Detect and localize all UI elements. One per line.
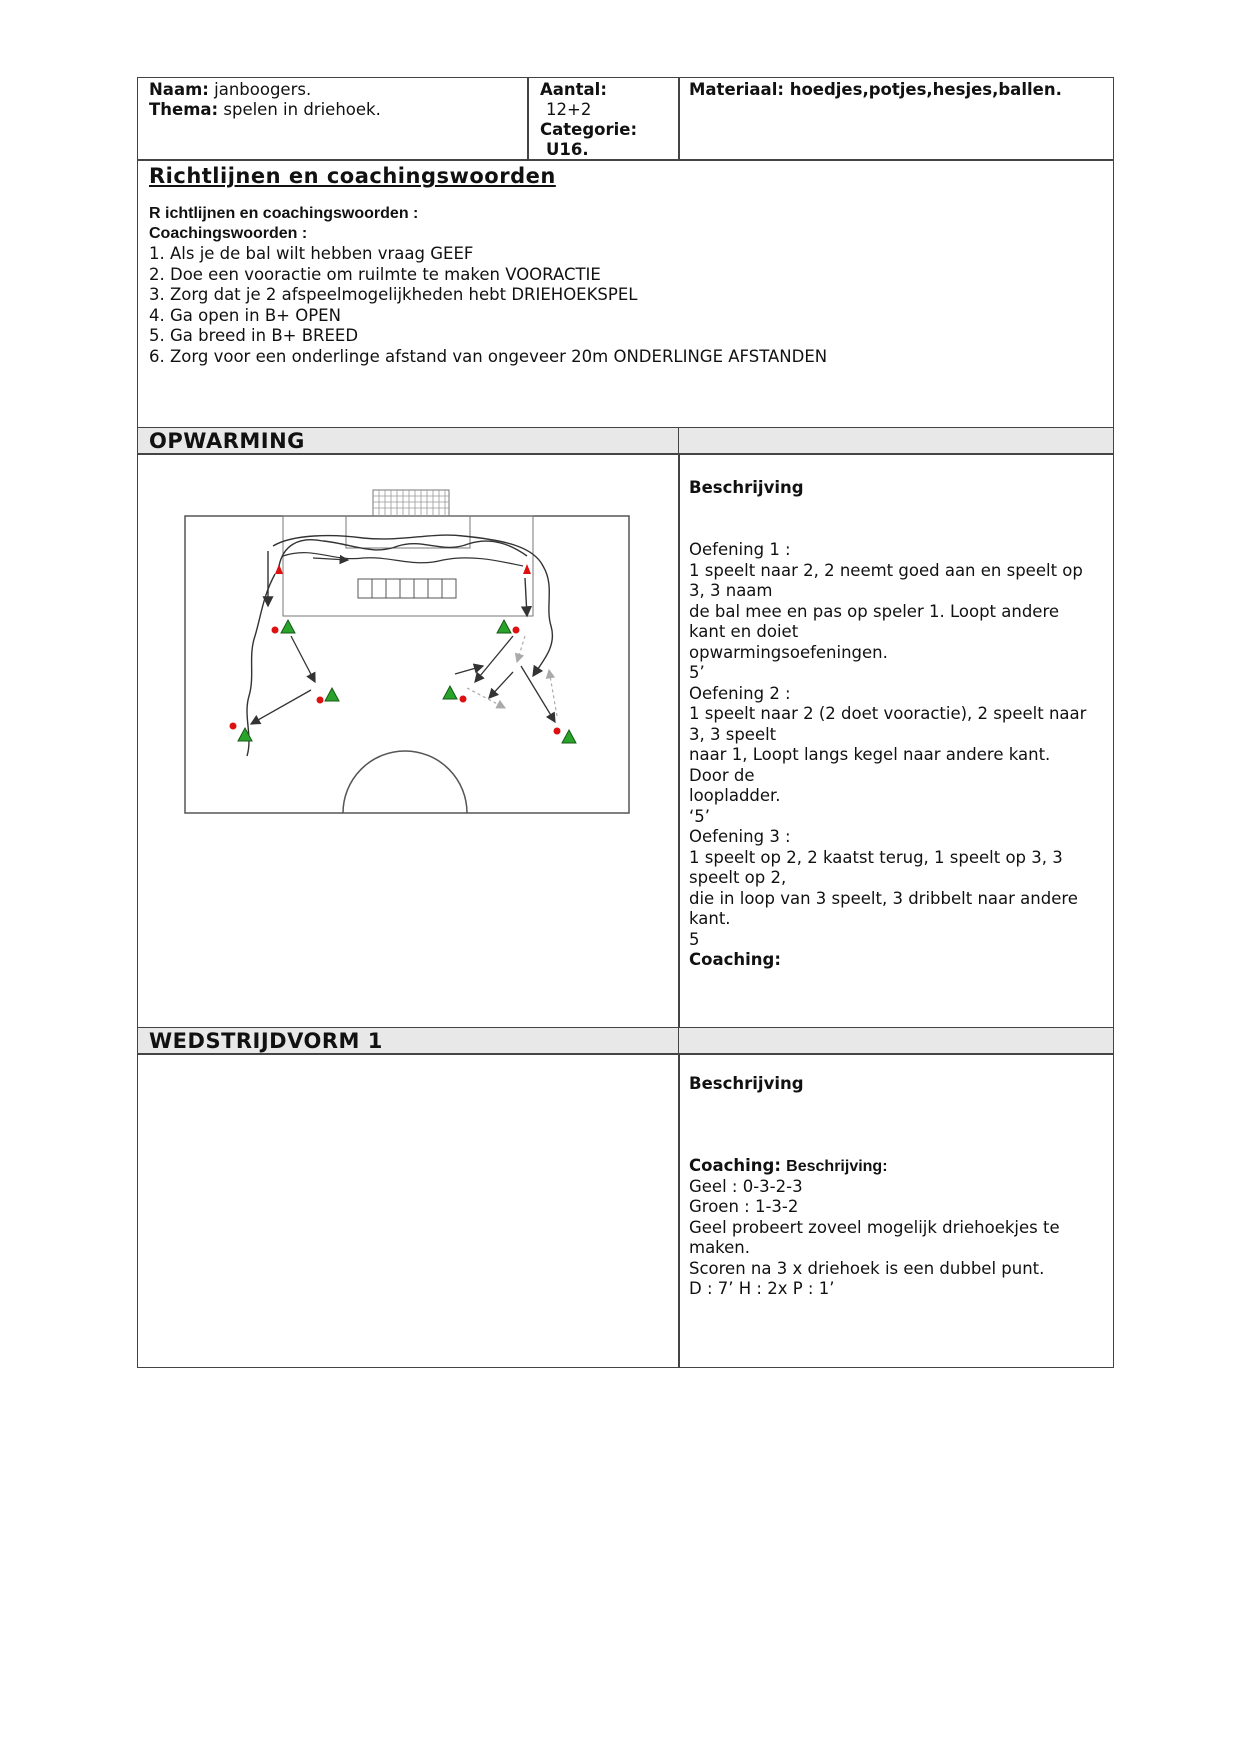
aantal-label: Aantal: [540, 80, 607, 99]
wedstrijdvorm-line: Geel probeert zoveel mogelijk driehoekjes te [689, 1217, 1060, 1237]
dribble-path [283, 553, 523, 566]
opwarming-line: de bal mee en pas op speler 1. Loopt andere [689, 601, 1060, 621]
pass-arrow [489, 672, 513, 698]
opwarming-line: opwarmingsoefeningen. [689, 642, 888, 662]
opwarming-line: Door de [689, 765, 755, 785]
wedstrijdvorm-header-left [137, 1027, 680, 1055]
wedstrijdvorm-header-right [678, 1027, 1114, 1055]
wedstrijdvorm-line: D : 7’ H : 2x P : 1’ [689, 1279, 835, 1298]
player-icon [443, 686, 457, 699]
ball-icon [272, 627, 279, 634]
opwarming-diagram-cell [137, 453, 680, 1029]
opwarming-line: 3, 3 naam [689, 581, 773, 600]
pass-arrow-dashed [517, 636, 525, 662]
richtlijn-item: 3. Zorg dat je 2 afspeelmogelijkheden hebt DRIEHOEKSPEL [149, 285, 638, 304]
ball-icon [513, 627, 520, 634]
richtlijn-item: 4. Ga open in B+ OPEN [149, 305, 341, 325]
opwarming-header-left [137, 427, 680, 455]
opwarming-line: Oefening 3 : [689, 827, 791, 846]
richtlijn-item: 1. Als je de bal wilt hebben vraag GEEF [149, 244, 474, 263]
opwarming-line: Oefening 2 : [689, 683, 791, 703]
wedstrijdvorm-diagram-cell [137, 1053, 680, 1368]
dribble-path [279, 540, 527, 566]
opwarming-line: 1 speelt naar 2, 2 neemt goed aan en speelt op [689, 560, 1083, 580]
field-diagram [183, 486, 643, 831]
cone-icon [523, 564, 531, 574]
wedstrijdvorm-line: Geel : 0-3-2-3 [689, 1176, 803, 1196]
opwarming-line: loopladder. [689, 786, 781, 805]
naam-label: Naam: [149, 80, 209, 99]
ball-icon [317, 697, 324, 704]
opwarming-line: die in loop van 3 speelt, 3 dribbelt naar andere [689, 888, 1078, 908]
player-icon [497, 620, 511, 633]
opwarming-line: naar 1, Loopt langs kegel naar andere kant. [689, 745, 1051, 764]
player-icon [562, 730, 576, 743]
opwarming-line: 5 [689, 929, 700, 949]
opwarming-line: ‘5’ [689, 806, 710, 826]
opwarming-coaching-label: Coaching: [689, 950, 781, 969]
richtlijn-item: 5. Ga breed in B+ BREED [149, 326, 359, 345]
pass-arrow-dashed [467, 688, 505, 708]
opwarming-line: kant. [689, 909, 731, 928]
opwarming-title: OPWARMING [149, 429, 305, 453]
ball-icon [230, 723, 237, 730]
pass-arrow [291, 636, 315, 682]
opwarming-line: 3, 3 speelt [689, 724, 777, 744]
goal-net-icon [373, 490, 449, 516]
player-icon [325, 688, 339, 701]
center-circle [343, 751, 467, 813]
aantal-value: 12+2 [546, 100, 592, 119]
pass-arrow [251, 690, 311, 724]
wedstrijdvorm-coaching-label: Coaching: [689, 1156, 781, 1175]
ball-icon [460, 696, 467, 703]
penalty-area [283, 516, 533, 616]
wedstrijdvorm-text-cell [678, 1053, 1114, 1368]
opwarming-line: 1 speelt naar 2 (2 doet vooractie), 2 speelt naar [689, 704, 1087, 723]
wedstrijdvorm-beschrijving-colon: : [882, 1158, 888, 1175]
pass-arrow [475, 636, 513, 682]
thema-value: spelen in driehoek. [223, 100, 381, 119]
header-aantal-cell [527, 77, 680, 161]
richtlijnen-title: Richtlijnen en coachingswoorden [149, 164, 556, 188]
header-naam-cell [137, 77, 529, 161]
dribble-path [247, 574, 275, 756]
richtlijn-item: 2. Doe een vooractie om ruilmte te maken VOORACTIE [149, 264, 601, 284]
wedstrijdvorm-line: Scoren na 3 x driehoek is een dubbel punt. [689, 1258, 1045, 1278]
ladder-icon [358, 579, 456, 598]
opwarming-line: kant en doiet [689, 622, 799, 641]
opwarming-line: speelt op 2, [689, 868, 787, 887]
lesson-plan-form [137, 77, 1114, 1368]
materiaal-text: Materiaal: hoedjes,potjes,hesjes,ballen. [689, 80, 1062, 99]
header-materiaal-cell [678, 77, 1114, 161]
wedstrijdvorm-line: Groen : 1-3-2 [689, 1197, 799, 1216]
opwarming-line: 1 speelt op 2, 2 kaatst terug, 1 speelt op 3, 3 [689, 847, 1063, 867]
wedstrijdvorm-beschrijving-label: Beschrijving [689, 1074, 804, 1093]
naam-value: janboogers. [214, 80, 312, 99]
opwarming-line: 5’ [689, 663, 705, 682]
coachingswoorden-label: Coachingswoorden : [149, 225, 308, 242]
richtlijnen-cell [137, 159, 1114, 429]
opwarming-header-right [678, 427, 1114, 455]
categorie-label: Categorie: [540, 120, 638, 139]
opwarming-text-cell [678, 453, 1114, 1029]
wedstrijdvorm-line: maken. [689, 1238, 751, 1257]
run-line [525, 578, 527, 616]
ball-icon [554, 728, 561, 735]
goal-area [346, 516, 470, 548]
richtlijn-item: 6. Zorg voor een onderlinge afstand van ongeveer 20m ONDERLINGE AFSTANDEN [149, 346, 828, 366]
pass-arrow [455, 666, 483, 674]
opwarming-beschrijving-label: Beschrijving [689, 478, 804, 497]
player-icon [238, 728, 252, 741]
thema-label: Thema: [149, 100, 219, 119]
dribble-path [273, 535, 552, 676]
opwarming-line: Oefening 1 : [689, 540, 791, 559]
categorie-value: U16. [546, 140, 589, 159]
player-icon [281, 620, 295, 633]
wedstrijdvorm-beschrijving-inline: Beschrijving [786, 1158, 883, 1175]
wedstrijdvorm-title: WEDSTRIJDVORM 1 [149, 1029, 383, 1053]
pass-arrow-dashed [549, 670, 557, 716]
richtlijnen-subtitle: R ichtlijnen en coachingswoorden : [149, 205, 419, 222]
